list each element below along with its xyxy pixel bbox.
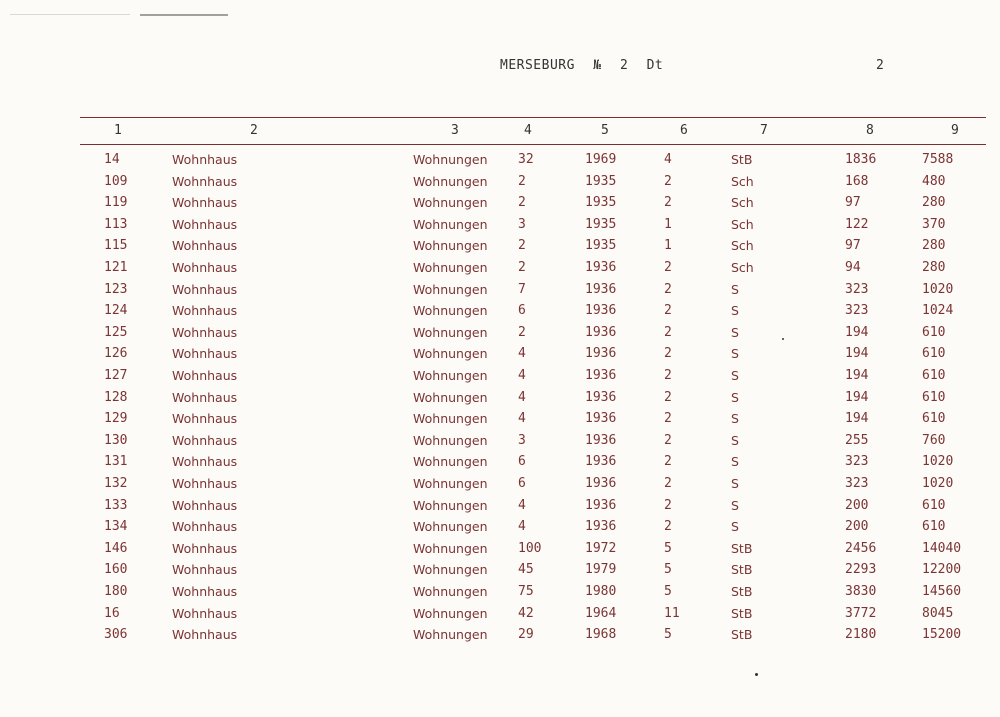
- col-id: 129: [104, 411, 128, 427]
- col-unit: Wohnungen: [413, 216, 488, 232]
- col-unit: Wohnungen: [413, 562, 488, 578]
- col-type: Wohnhaus: [172, 432, 238, 448]
- col-volume: 610: [922, 389, 946, 405]
- table-row: [0, 217, 1000, 238]
- col-type: Wohnhaus: [172, 584, 238, 599]
- col-year: 1936: [585, 454, 617, 470]
- col-year: 1980: [585, 584, 617, 599]
- table-top-rule: [80, 117, 986, 118]
- col-type: Wohnhaus: [172, 238, 238, 254]
- col-construction: Sch: [731, 260, 754, 275]
- col-id: 115: [104, 238, 128, 254]
- col-volume: 480: [922, 173, 946, 189]
- table-header-rule: [80, 144, 986, 145]
- col-id: 126: [104, 346, 128, 362]
- table-row: [0, 282, 1000, 303]
- col-construction: S: [731, 476, 739, 491]
- col-count: 29: [518, 627, 534, 643]
- col-type: Wohnhaus: [172, 346, 238, 362]
- scan-speck: [755, 673, 758, 676]
- col-area: 194: [845, 346, 869, 362]
- col-unit: Wohnungen: [413, 303, 488, 319]
- col-type: Wohnhaus: [172, 540, 238, 556]
- col-floors: 2: [664, 411, 672, 427]
- col-volume: 760: [922, 432, 946, 448]
- col-year: 1935: [585, 216, 617, 232]
- col-type: Wohnhaus: [172, 389, 238, 405]
- col-area: 255: [845, 432, 869, 448]
- col-volume: 610: [922, 497, 946, 513]
- col-floors: 11: [664, 605, 680, 621]
- col-volume: 370: [922, 216, 946, 232]
- col-count: 100: [518, 540, 542, 556]
- col-construction: S: [731, 389, 739, 405]
- col-construction: Sch: [731, 216, 754, 232]
- col-id: 109: [104, 173, 128, 189]
- col-year: 1936: [585, 519, 617, 535]
- col-construction: S: [731, 454, 739, 470]
- col-volume: 12200: [922, 562, 962, 578]
- col-area: 323: [845, 303, 869, 319]
- col-floors: 1: [664, 238, 672, 254]
- col-floors: 5: [664, 540, 672, 556]
- col-construction: S: [731, 324, 739, 340]
- col-year: 1936: [585, 324, 617, 340]
- col-floors: 5: [664, 627, 672, 643]
- table-row: [0, 346, 1000, 367]
- col-volume: 280: [922, 195, 946, 211]
- col-construction: S: [731, 368, 739, 383]
- scan-artifact-mark: [140, 14, 228, 16]
- table-row: [0, 519, 1000, 540]
- header-place: MERSEBURG: [500, 58, 575, 73]
- col-construction: S: [731, 411, 739, 427]
- col-type: Wohnhaus: [172, 216, 238, 232]
- col-area: 168: [845, 173, 869, 189]
- col-id: 119: [104, 195, 128, 211]
- col-year: 1972: [585, 540, 617, 556]
- column-header-7: 7: [760, 123, 768, 138]
- col-volume: 1020: [922, 454, 954, 470]
- col-count: 2: [518, 195, 526, 211]
- col-floors: 2: [664, 497, 672, 513]
- col-count: 2: [518, 260, 526, 275]
- col-count: 4: [518, 497, 526, 513]
- col-type: Wohnhaus: [172, 454, 238, 470]
- col-unit: Wohnungen: [413, 195, 488, 211]
- col-area: 122: [845, 216, 869, 232]
- col-id: 131: [104, 454, 128, 470]
- col-floors: 1: [664, 216, 672, 232]
- col-id: 125: [104, 324, 128, 340]
- col-unit: Wohnungen: [413, 497, 488, 513]
- col-id: 306: [104, 627, 128, 643]
- col-count: 3: [518, 432, 526, 448]
- col-construction: StB: [731, 562, 753, 578]
- col-floors: 2: [664, 346, 672, 362]
- col-year: 1935: [585, 238, 617, 254]
- col-id: 127: [104, 368, 128, 383]
- col-volume: 280: [922, 238, 946, 254]
- col-volume: 610: [922, 324, 946, 340]
- col-area: 94: [845, 260, 861, 275]
- col-type: Wohnhaus: [172, 324, 238, 340]
- column-header-3: 3: [451, 123, 459, 138]
- table-row: [0, 152, 1000, 173]
- col-unit: Wohnungen: [413, 173, 488, 189]
- col-type: Wohnhaus: [172, 476, 238, 491]
- col-count: 6: [518, 476, 526, 491]
- col-count: 3: [518, 216, 526, 232]
- col-construction: S: [731, 432, 739, 448]
- col-id: 146: [104, 540, 128, 556]
- col-type: Wohnhaus: [172, 173, 238, 189]
- col-volume: 610: [922, 519, 946, 535]
- table-row: [0, 584, 1000, 605]
- col-unit: Wohnungen: [413, 260, 488, 275]
- document-header: [500, 58, 673, 73]
- col-year: 1936: [585, 346, 617, 362]
- col-year: 1936: [585, 411, 617, 427]
- table-row: [0, 498, 1000, 519]
- col-year: 1979: [585, 562, 617, 578]
- col-type: Wohnhaus: [172, 411, 238, 427]
- col-area: 194: [845, 324, 869, 340]
- col-construction: S: [731, 281, 739, 297]
- col-year: 1936: [585, 260, 617, 275]
- col-count: 42: [518, 605, 534, 621]
- col-area: 97: [845, 195, 861, 211]
- col-type: Wohnhaus: [172, 281, 238, 297]
- col-year: 1936: [585, 389, 617, 405]
- col-area: 2180: [845, 627, 877, 643]
- col-volume: 1020: [922, 476, 954, 491]
- col-count: 4: [518, 519, 526, 535]
- col-area: 323: [845, 476, 869, 491]
- col-volume: 280: [922, 260, 946, 275]
- col-unit: Wohnungen: [413, 627, 488, 643]
- col-count: 7: [518, 281, 526, 297]
- col-floors: 2: [664, 454, 672, 470]
- column-header-6: 6: [680, 123, 688, 138]
- col-unit: Wohnungen: [413, 324, 488, 340]
- col-construction: StB: [731, 605, 753, 621]
- col-floors: 2: [664, 260, 672, 275]
- table-row: [0, 260, 1000, 281]
- col-volume: 8045: [922, 605, 954, 621]
- col-floors: 5: [664, 584, 672, 599]
- col-volume: 15200: [922, 627, 962, 643]
- header-number: 2: [619, 58, 629, 73]
- col-volume: 610: [922, 368, 946, 383]
- col-floors: 2: [664, 432, 672, 448]
- scan-speck: [782, 338, 784, 340]
- col-area: 194: [845, 368, 869, 383]
- col-year: 1936: [585, 432, 617, 448]
- col-count: 4: [518, 389, 526, 405]
- col-unit: Wohnungen: [413, 454, 488, 470]
- col-construction: Sch: [731, 238, 754, 254]
- header-number-sign: №: [593, 58, 602, 73]
- table-row: [0, 368, 1000, 389]
- col-id: 132: [104, 476, 128, 491]
- col-year: 1936: [585, 476, 617, 491]
- col-year: 1936: [585, 497, 617, 513]
- col-construction: StB: [731, 152, 753, 167]
- col-count: 2: [518, 238, 526, 254]
- col-volume: 610: [922, 346, 946, 362]
- col-count: 4: [518, 411, 526, 427]
- col-type: Wohnhaus: [172, 562, 238, 578]
- col-id: 133: [104, 497, 128, 513]
- col-year: 1935: [585, 173, 617, 189]
- col-id: 180: [104, 584, 128, 599]
- col-floors: 2: [664, 281, 672, 297]
- col-count: 6: [518, 454, 526, 470]
- col-unit: Wohnungen: [413, 411, 488, 427]
- col-construction: StB: [731, 540, 753, 556]
- table-row: [0, 303, 1000, 324]
- table-row: [0, 606, 1000, 627]
- col-area: 3830: [845, 584, 877, 599]
- col-count: 4: [518, 346, 526, 362]
- col-unit: Wohnungen: [413, 519, 488, 535]
- col-area: 323: [845, 454, 869, 470]
- column-header-9: 9: [951, 123, 959, 138]
- col-unit: Wohnungen: [413, 368, 488, 383]
- table-row: [0, 195, 1000, 216]
- table-row: [0, 433, 1000, 454]
- col-type: Wohnhaus: [172, 195, 238, 211]
- col-type: Wohnhaus: [172, 519, 238, 535]
- col-type: Wohnhaus: [172, 152, 238, 167]
- col-type: Wohnhaus: [172, 260, 238, 275]
- col-construction: StB: [731, 627, 753, 643]
- col-id: 14: [104, 152, 120, 167]
- col-year: 1936: [585, 303, 617, 319]
- col-volume: 1020: [922, 281, 954, 297]
- col-id: 121: [104, 260, 128, 275]
- col-area: 2456: [845, 540, 877, 556]
- col-area: 194: [845, 411, 869, 427]
- col-area: 3772: [845, 605, 877, 621]
- table-row: [0, 476, 1000, 497]
- col-unit: Wohnungen: [413, 584, 488, 599]
- table-row: [0, 541, 1000, 562]
- col-area: 200: [845, 497, 869, 513]
- col-year: 1936: [585, 281, 617, 297]
- col-unit: Wohnungen: [413, 540, 488, 556]
- col-count: 75: [518, 584, 534, 599]
- col-construction: Sch: [731, 173, 754, 189]
- table-row: [0, 174, 1000, 195]
- col-construction: StB: [731, 584, 753, 599]
- col-area: 323: [845, 281, 869, 297]
- col-id: 16: [104, 605, 120, 621]
- col-count: 2: [518, 324, 526, 340]
- col-count: 4: [518, 368, 526, 383]
- col-unit: Wohnungen: [413, 238, 488, 254]
- col-floors: 2: [664, 368, 672, 383]
- col-floors: 2: [664, 389, 672, 405]
- column-header-1: 1: [114, 123, 122, 138]
- col-id: 128: [104, 389, 128, 405]
- col-type: Wohnhaus: [172, 368, 238, 383]
- col-construction: Sch: [731, 195, 754, 211]
- col-volume: 14560: [922, 584, 962, 599]
- header-suffix: Dt: [646, 58, 664, 73]
- col-year: 1968: [585, 627, 617, 643]
- col-floors: 5: [664, 562, 672, 578]
- table-row: [0, 627, 1000, 648]
- col-area: 194: [845, 389, 869, 405]
- col-count: 6: [518, 303, 526, 319]
- page-number: 2: [876, 58, 884, 73]
- col-year: 1936: [585, 368, 617, 383]
- col-id: 160: [104, 562, 128, 578]
- col-volume: 610: [922, 411, 946, 427]
- col-id: 113: [104, 216, 128, 232]
- col-count: 2: [518, 173, 526, 189]
- col-floors: 2: [664, 324, 672, 340]
- col-count: 32: [518, 152, 534, 167]
- col-year: 1964: [585, 605, 617, 621]
- col-year: 1935: [585, 195, 617, 211]
- col-floors: 2: [664, 173, 672, 189]
- table-row: [0, 325, 1000, 346]
- col-volume: 1024: [922, 303, 954, 319]
- column-header-5: 5: [601, 123, 609, 138]
- col-year: 1969: [585, 152, 617, 167]
- col-unit: Wohnungen: [413, 389, 488, 405]
- col-id: 134: [104, 519, 128, 535]
- col-volume: 14040: [922, 540, 962, 556]
- col-unit: Wohnungen: [413, 605, 488, 621]
- column-header-8: 8: [866, 123, 874, 138]
- col-volume: 7588: [922, 152, 954, 167]
- col-area: 97: [845, 238, 861, 254]
- col-unit: Wohnungen: [413, 346, 488, 362]
- table-row: [0, 411, 1000, 432]
- col-unit: Wohnungen: [413, 476, 488, 491]
- col-unit: Wohnungen: [413, 152, 488, 167]
- col-floors: 2: [664, 476, 672, 491]
- col-area: 1836: [845, 152, 877, 167]
- column-header-4: 4: [524, 123, 532, 138]
- col-type: Wohnhaus: [172, 497, 238, 513]
- col-id: 124: [104, 303, 128, 319]
- col-unit: Wohnungen: [413, 432, 488, 448]
- table-row: [0, 390, 1000, 411]
- col-type: Wohnhaus: [172, 627, 238, 643]
- col-count: 45: [518, 562, 534, 578]
- col-construction: S: [731, 519, 739, 535]
- col-id: 130: [104, 432, 128, 448]
- col-floors: 2: [664, 519, 672, 535]
- col-area: 200: [845, 519, 869, 535]
- scan-artifact-mark: [10, 14, 130, 15]
- col-area: 2293: [845, 562, 877, 578]
- table-row: [0, 562, 1000, 583]
- col-construction: S: [731, 346, 739, 362]
- col-floors: 4: [664, 152, 672, 167]
- col-id: 123: [104, 281, 128, 297]
- col-type: Wohnhaus: [172, 605, 238, 621]
- col-floors: 2: [664, 195, 672, 211]
- col-floors: 2: [664, 303, 672, 319]
- col-type: Wohnhaus: [172, 303, 238, 319]
- col-construction: S: [731, 303, 739, 319]
- column-header-2: 2: [250, 123, 258, 138]
- table-row: [0, 454, 1000, 475]
- col-unit: Wohnungen: [413, 281, 488, 297]
- col-construction: S: [731, 497, 739, 513]
- table-row: [0, 238, 1000, 259]
